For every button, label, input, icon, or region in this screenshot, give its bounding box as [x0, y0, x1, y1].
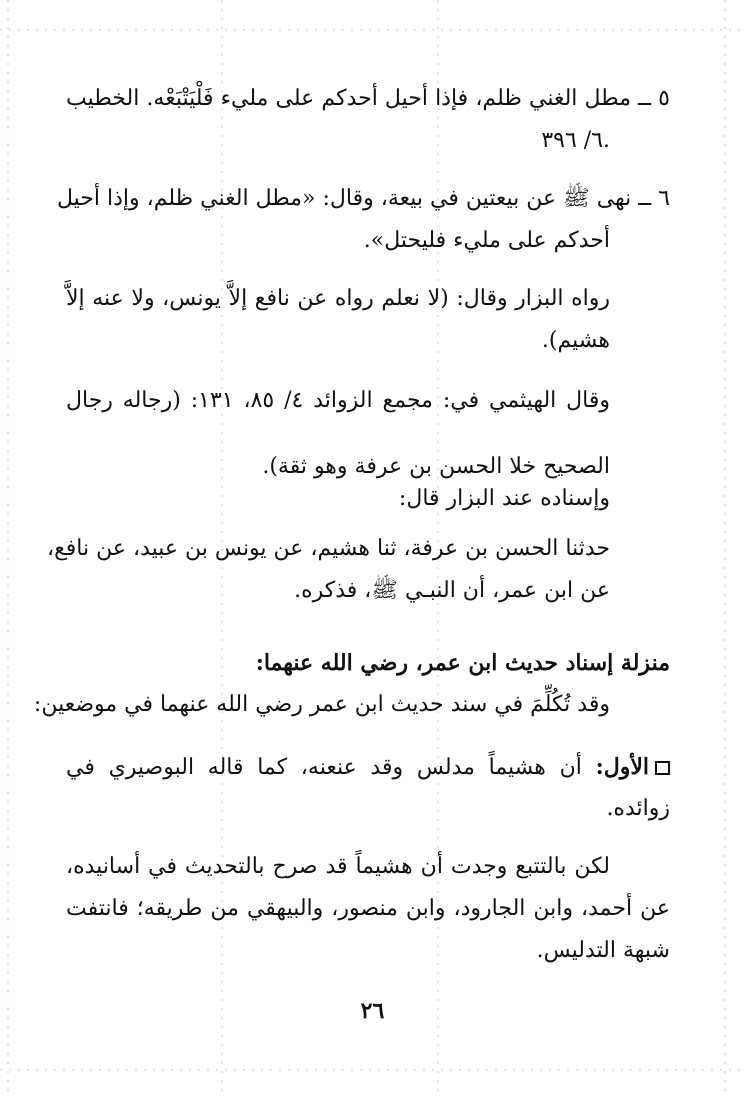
section-intro: وقد تُكُلِّمَ في سند حديث ابن عمر رضي الله عنهما في موضعين:	[33, 692, 610, 717]
correction-line-2: عن أحمد، وابن الجارود، وابن منصور، والبيهقي من طريقه؛ فانتفت	[66, 896, 670, 921]
first-point-line-1	[66, 752, 670, 783]
correction-line-1: لكن بالتتبع وجدت أن هشيماً قد صرح بالتحديث في أسانيده،	[66, 854, 610, 879]
first-point-label: الأول:	[595, 754, 649, 780]
hadith-5-line-1: ٥ ــ مطل الغني ظلم، فإذا أحيل أحدكم على مليء فَلْيَتْبَعْه. الخطيب	[66, 86, 670, 111]
checkbox-bullet-icon	[655, 761, 670, 775]
haythami-line-2: الصحيح خلا الحسن بن عرفة وهو ثقة).	[262, 454, 610, 479]
bazzar-line-2: هشيم).	[541, 328, 610, 353]
correction-line-3: شبهة التدليس.	[536, 938, 670, 963]
hadith-6-line-1: ٦ ــ نهى ﷺ عن بيعتين في بيعة، وقال: «مطل الغني ظلم، وإذا أحيل	[57, 186, 670, 211]
page-number: ٢٦	[360, 998, 385, 1024]
isnad-intro: وإسناده عند البزار قال:	[398, 486, 610, 511]
haythami-line-1: وقال الهيثمي في: مجمع الزوائد ٤/ ٨٥، ١٣١: (رجاله رجال	[66, 388, 610, 413]
isnad-line-1: حدثنا الحسن بن عرفة، ثنا هشيم، عن يونس بن عبيد، عن نافع،	[46, 536, 610, 561]
isnad-line-2: عن ابن عمر، أن النبـي ﷺ، فذكره.	[294, 578, 610, 603]
section-heading: منزلة إسناد حديث ابن عمر، رضي الله عنهما:	[255, 650, 670, 676]
hadith-6-line-2: أحدكم على مليء فليحتل».	[363, 228, 610, 253]
bazzar-line-1: رواه البزار وقال: (لا نعلم رواه عن نافع إلاَّ يونس، ولا عنه إلاَّ	[66, 286, 610, 311]
hadith-5-line-2: ٦/ ٣٩٦.	[541, 128, 610, 153]
first-point-text: أن هشيماً مدلس وقد عنعنه، كما قاله البوصيري في	[66, 755, 582, 780]
first-point-line-2: زوائده.	[606, 796, 670, 821]
